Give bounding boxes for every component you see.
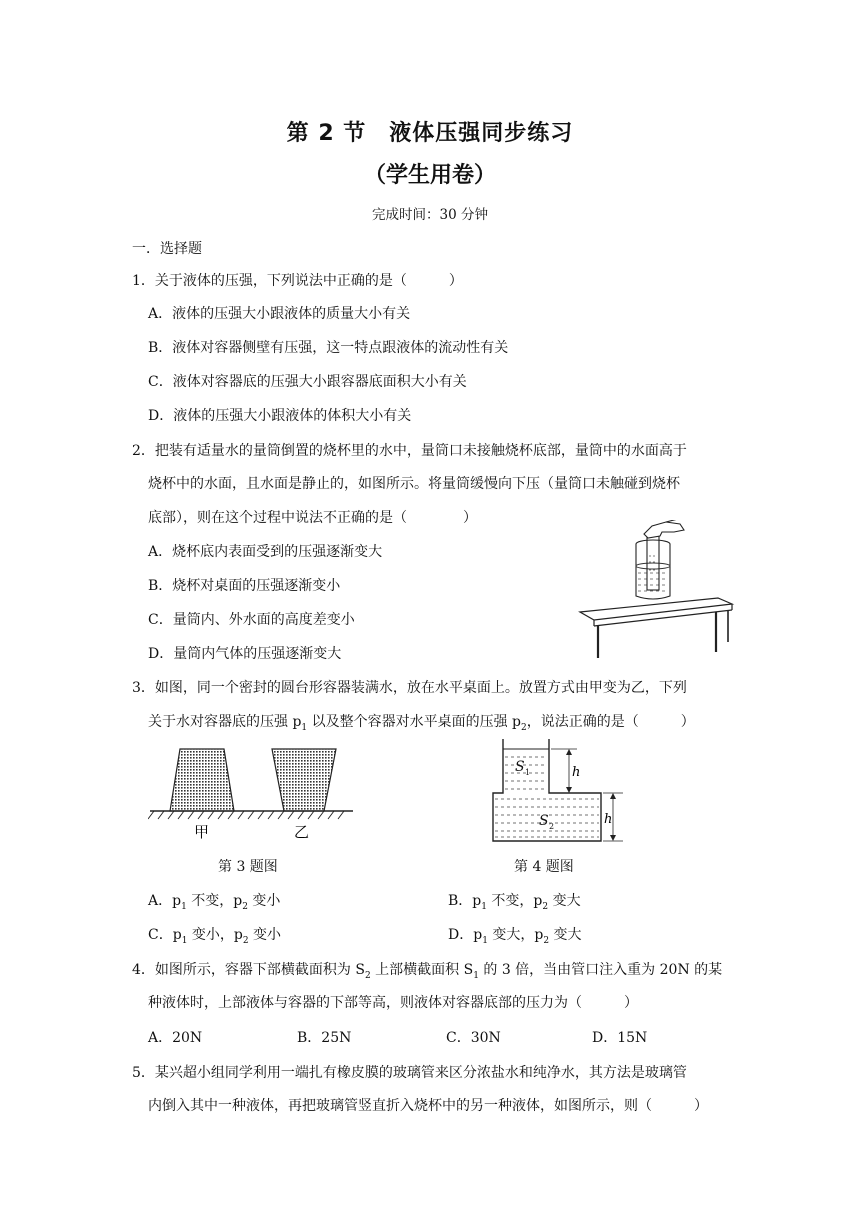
q5-stem-line-1: 5．某兴超小组同学利用一端扎有橡皮膜的玻璃管来区分浓盐水和纯净水，其方法是玻璃管 bbox=[132, 1065, 687, 1081]
q1-option-c: C．液体对容器底的压强大小跟容器底面积大小有关 bbox=[148, 374, 467, 390]
q3-stem-sub-2: 2 bbox=[521, 722, 527, 733]
q3-option-a: A．$p_1$ 不变，$p_2$ 变小 bbox=[148, 893, 281, 912]
q4-option-a: A．20N bbox=[148, 1030, 203, 1046]
q1-option-d: D．液体的压强大小跟液体的体积大小有关 bbox=[148, 408, 412, 424]
q4-label-s2: S bbox=[539, 813, 549, 829]
q2-option-a: A．烧杯底内表面受到的压强逐渐变大 bbox=[148, 544, 383, 560]
page-title: 第 2 节 液体压强同步练习 bbox=[286, 121, 574, 146]
q2-stem-line-1: 2．把装有适量水的量筒倒置的烧杯里的水中，量筒口未接触烧杯底部，量筒中的水面高于 bbox=[132, 443, 687, 459]
q3-figure-caption: 第 3 题图 bbox=[218, 859, 278, 875]
q5-stem-line-2: 内倒入其中一种液体，再把玻璃管竖直折入烧杯中的另一种液体，如图所示，则（ ） bbox=[148, 1098, 708, 1114]
q3-stem-line-2 bbox=[148, 711, 695, 733]
q1-option-a: A．液体的压强大小跟液体的质量大小有关 bbox=[148, 306, 411, 322]
q3-stem-text-b: 以及整个容器对水平桌面的压强 p bbox=[307, 714, 522, 730]
q4-option-c: C．30N bbox=[446, 1030, 501, 1046]
q4-option-b: B．25N bbox=[297, 1030, 352, 1046]
q4-option-d: D．15N bbox=[592, 1030, 648, 1046]
q2-option-d: D．量筒内气体的压强逐渐变大 bbox=[148, 646, 342, 662]
q4-label-h-top: h bbox=[572, 765, 581, 780]
q4-label-h-bottom: h bbox=[604, 812, 613, 827]
q3-label-jia: 甲 bbox=[194, 823, 210, 841]
q3-option-c: C．$p_1$ 变小，$p_2$ 变小 bbox=[148, 927, 282, 946]
q1-option-b: B．液体对容器侧壁有压强，这一特点跟液体的流动性有关 bbox=[148, 340, 509, 356]
q4-stem-line-2: 种液体时，上部液体与容器的下部等高，则液体对容器底部的压力为（ ） bbox=[148, 995, 638, 1011]
q2-option-b: B．烧杯对桌面的压强逐渐变小 bbox=[148, 578, 341, 594]
q2-figure-beaker-on-table bbox=[570, 520, 740, 660]
q4-label-s2-sub: 2 bbox=[549, 822, 555, 831]
q4-figure-caption: 第 4 题图 bbox=[514, 859, 574, 875]
q2-stem-line-2: 烧杯中的水面，且水面是静止的，如图所示。将量筒缓慢向下压（量筒口未触碰到烧杯 bbox=[148, 476, 680, 492]
q3-stem-text-a: 关于水对容器底的压强 p bbox=[148, 714, 302, 730]
q4-stem-line-1: 4．如图所示，容器下部横截面积为 $S_2$ 上部横截面积 $S_1$ 的 3 倍，当由管口注入重为 20N 的某 bbox=[132, 962, 723, 981]
page-subtitle: （学生用卷） bbox=[363, 163, 496, 188]
q1-stem: 1．关于液体的压强，下列说法中正确的是（ ） bbox=[132, 273, 463, 289]
q4-label-s1: S bbox=[515, 759, 525, 775]
q3-stem-text-c: ，说法正确的是（ ） bbox=[526, 714, 695, 730]
q3-label-yi: 乙 bbox=[294, 823, 310, 841]
q3-option-d: D．$p_1$ 变大，$p_2$ 变大 bbox=[448, 927, 582, 946]
q2-option-c: C．量筒内、外水面的高度差变小 bbox=[148, 612, 355, 628]
q3-option-b: B．$p_1$ 不变，$p_2$ 变大 bbox=[448, 893, 581, 912]
q3-stem-line-1: 3．如图，同一个密封的圆台形容器装满水，放在水平桌面上。放置方式由甲变为乙，下列 bbox=[132, 680, 687, 696]
q4-label-s1-sub: 1 bbox=[525, 768, 531, 777]
q3-figure-frustum-containers bbox=[148, 745, 353, 845]
q3-stem-sub-1: 1 bbox=[301, 722, 308, 733]
q4-figure-stepped-container bbox=[485, 735, 625, 847]
completion-time: 完成时间：30 分钟 bbox=[372, 207, 488, 223]
section-heading: 一．选择题 bbox=[132, 241, 202, 257]
q2-stem-line-3: 底部），则在这个过程中说法不正确的是（ ） bbox=[148, 510, 477, 526]
